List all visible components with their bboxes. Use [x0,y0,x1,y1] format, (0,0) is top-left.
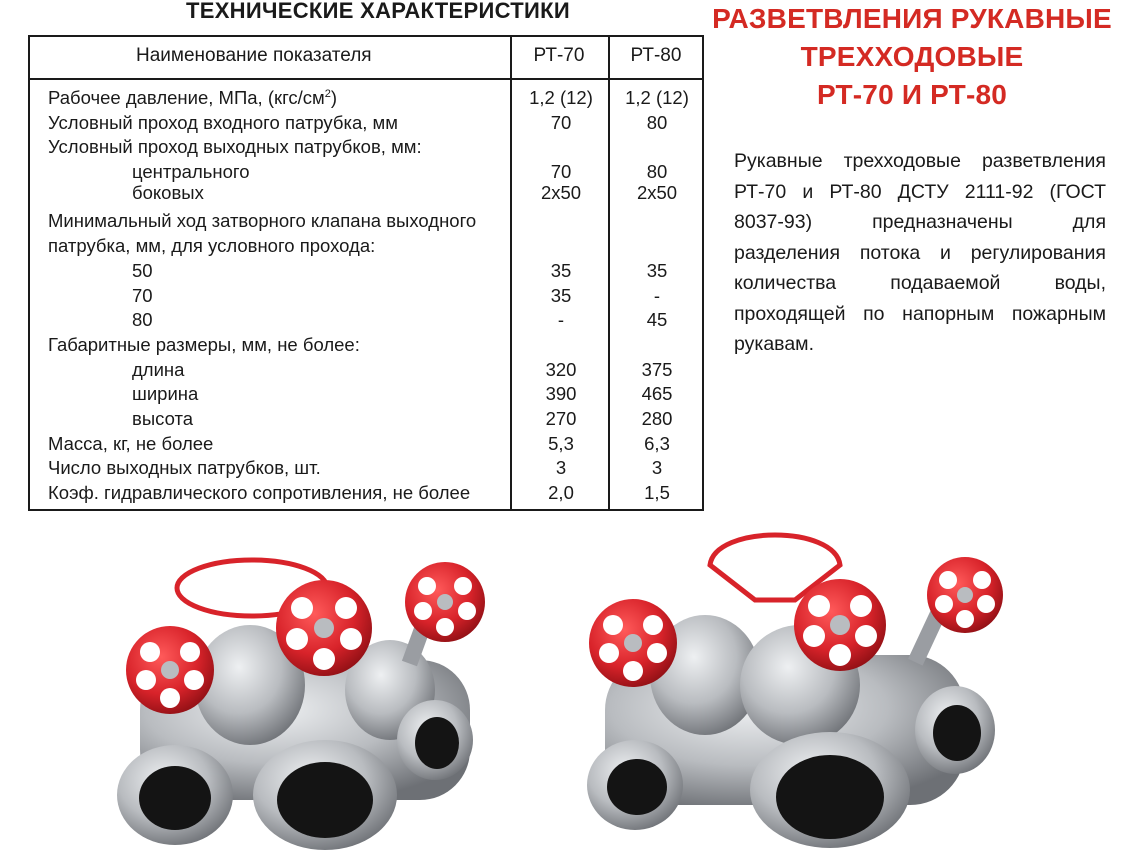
handwheel-icon [927,557,1003,633]
table-row [30,86,702,111]
table-row [30,135,702,160]
value-rt70: 2х50 [540,181,582,203]
outlet-opening [139,766,211,830]
table-row [30,358,702,383]
row-label: Габаритные размеры, мм, не более: [48,333,360,355]
table-row [30,382,702,407]
row-label: Условный проход выходных патрубков, мм: [48,136,422,158]
title-line: ТРЕХХОДОВЫЕ [800,41,1024,72]
product-title [712,0,1112,114]
row-label: боковых [132,181,204,203]
row-label: 80 [132,309,153,331]
value-rt80: 280 [641,407,673,429]
table-row [30,456,702,481]
value-rt80: 35 [646,259,668,281]
outlet-opening [415,717,459,769]
handwheel-icon [405,562,485,642]
handwheel-icon [794,579,886,671]
row-label: Рабочее давление, МПа, $(кгс/см^2)$ [48,87,338,108]
table-body [30,86,702,506]
title-line: РАЗВЕТВЛЕНИЯ РУКАВНЫЕ [712,3,1112,34]
value-rt70: 2,0 [548,482,574,503]
value-rt80: 465 [641,383,673,405]
value-rt70: 70 [550,161,572,183]
product-description: Рукавные трехходовые разветвления РТ-70 и РТ-80 ДСТУ 2111-92 (ГОСТ 8037-93) предназначены для разделения потока и регулирования количества подаваемой воды, проходящей по напорным пожарным рукавам. [734,150,1106,355]
row-label: патрубка, мм, для условного прохода: [48,235,376,257]
value-rt80: 375 [641,358,673,380]
outlet-opening [776,755,884,839]
table-row [30,234,702,259]
value-rt80: 80 [646,161,668,183]
table-row [30,481,702,506]
value-rt70: 270 [545,407,577,429]
header-rt80: РТ-80 [630,45,682,66]
header-rt70: РТ-70 [533,45,585,66]
table-row [30,259,702,284]
table-row [30,333,702,358]
row-label: Коэф. гидравлического сопротивления, не более [48,482,471,503]
table-row [30,407,702,432]
table-row [30,209,702,234]
row-label: ширина [132,383,199,405]
value-rt80: 3 [651,457,663,479]
header-name: Наименование показателя [136,45,372,66]
value-rt80: 1,2 (12) [625,87,689,108]
value-rt70: 70 [550,111,572,133]
table-row [30,284,702,309]
value-rt70: 3 [555,457,567,479]
value-rt80: 2х50 [636,181,678,203]
outlet-opening [277,762,373,838]
value-rt80: 80 [646,111,668,133]
value-rt70: 390 [545,383,577,405]
row-label: высота [132,407,194,429]
handwheel-icon [589,599,677,687]
outlet-opening [933,705,981,761]
handwheel-icon [276,580,372,676]
table-heading: ТЕХНИЧЕСКИЕ ХАРАКТЕРИСТИКИ [186,0,570,23]
value-rt80: 6,3 [644,432,670,454]
value-rt70: 35 [550,259,572,281]
superscript: 2 [324,88,331,100]
handwheel-icon [126,626,214,714]
spec-table [28,35,704,511]
title-line: РТ-70 И РТ-80 [816,79,1008,110]
value-rt80: 45 [646,309,668,331]
value-rt70: 320 [545,358,577,380]
row-label: центрального [132,161,250,183]
row-label: 70 [132,284,153,306]
row-label: 50 [132,259,153,281]
value-rt70: - [557,309,565,331]
outlet-opening [607,759,667,815]
row-label: Число выходных патрубков, шт. [48,457,321,479]
value-rt70: 35 [550,284,572,306]
table-row [30,308,702,333]
product-photo-rt70 [100,540,500,850]
row-label: Минимальный ход затворного клапана выходного [48,210,477,232]
value-rt80: 1,5 [644,482,670,503]
table-row [30,432,702,457]
row-label: Условный проход входного патрубка, мм [48,111,398,133]
table-row [30,181,702,206]
table-row [30,111,702,136]
row-label: Масса, кг, не более [48,432,214,454]
value-rt80: - [653,284,661,306]
product-photo-rt80 [585,525,1005,850]
value-rt70: 1,2 (12) [529,87,593,108]
value-rt70: 5,3 [548,432,574,454]
row-label: длина [132,358,185,380]
header-divider [30,78,702,80]
